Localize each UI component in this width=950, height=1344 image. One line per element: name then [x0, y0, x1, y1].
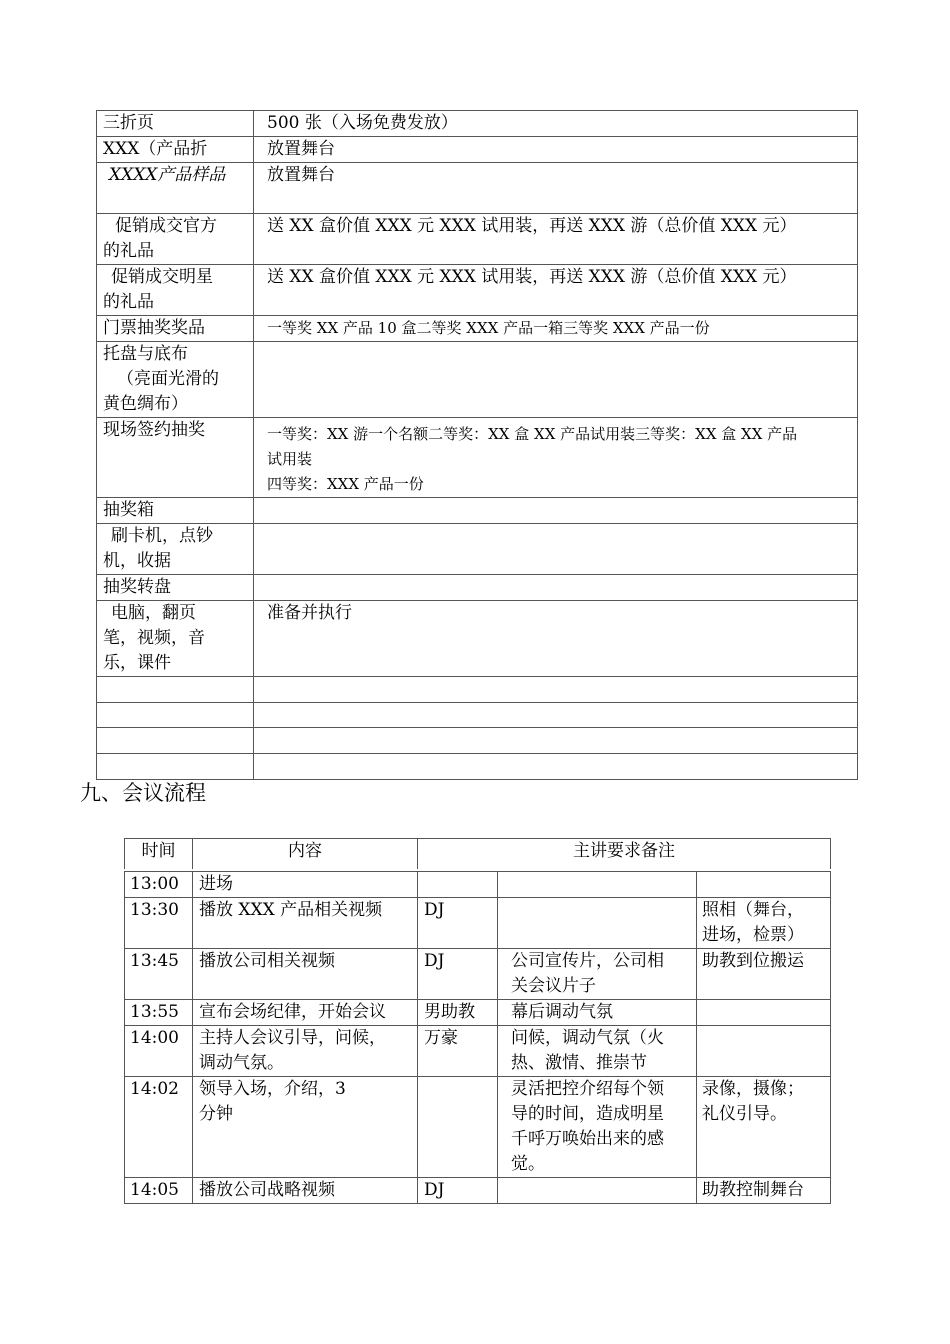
table-row	[125, 949, 831, 1000]
content-line: 主持人会议引导，问候，	[199, 1028, 386, 1048]
section-heading: 九、会议流程	[80, 781, 206, 805]
table-row	[125, 1178, 831, 1204]
table-row	[125, 1000, 831, 1026]
requirement-line: 问候，调动气氛（火	[511, 1028, 664, 1048]
requirement-line: 觉。	[511, 1154, 545, 1174]
table-row	[125, 872, 831, 898]
speaker-cell: 男助教	[418, 1000, 498, 1026]
note-line: 录像，摄像；	[702, 1079, 804, 1099]
item-line: 电脑，翻页	[111, 603, 196, 623]
note-cell	[697, 898, 831, 949]
item-cell	[97, 754, 254, 780]
speaker-cell: DJ	[418, 949, 498, 1000]
table-row	[125, 1077, 831, 1178]
speaker-cell: 万豪	[418, 1026, 498, 1077]
header-time: 时间	[125, 839, 193, 870]
note-line: 照相（舞台，	[702, 900, 804, 920]
detail-cell: 放置舞台	[254, 163, 858, 214]
detail-cell	[254, 498, 858, 524]
item-cell	[97, 677, 254, 703]
item-line: 促销成交明星	[111, 267, 213, 287]
content-line: 调动气氛。	[199, 1053, 284, 1073]
detail-cell	[254, 524, 858, 575]
detail-cell: 准备并执行	[254, 601, 858, 677]
detail-cell: 500 张（入场免费发放）	[254, 111, 858, 137]
time-cell: 14:02	[125, 1077, 193, 1178]
item-cell: 门票抽奖奖品	[97, 316, 254, 342]
requirement-line: 关会议片子	[511, 976, 596, 996]
content-line: 分钟	[199, 1104, 233, 1124]
requirement-line: 公司宣传片，公司相	[511, 951, 664, 971]
table-row	[97, 601, 858, 677]
item-cell	[97, 524, 254, 575]
detail-line: 四等奖：XXX 产品一份	[267, 475, 424, 493]
detail-cell: 一等奖 XX 产品 10 盒二等奖 XXX 产品一箱三等奖 XXX 产品一份	[254, 316, 858, 342]
speaker-cell	[418, 1077, 498, 1178]
time-cell: 14:05	[125, 1178, 193, 1204]
item-cell	[97, 728, 254, 754]
time-cell: 13:00	[125, 872, 193, 898]
item-cell: 抽奖转盘	[97, 575, 254, 601]
item-line: 黄色绸布）	[103, 394, 188, 414]
requirement-line: 导的时间，造成明星	[511, 1104, 664, 1124]
item-cell	[97, 601, 254, 677]
table-row	[97, 163, 858, 214]
content-cell: 播放公司战略视频	[193, 1178, 418, 1204]
note-line: 礼仪引导。	[702, 1104, 787, 1124]
table-row	[97, 754, 858, 780]
detail-cell	[254, 754, 858, 780]
detail-cell	[254, 575, 858, 601]
table-row	[125, 898, 831, 949]
requirement-cell	[498, 949, 697, 1000]
note-cell	[697, 872, 831, 898]
detail-cell	[254, 677, 858, 703]
content-cell: 播放公司相关视频	[193, 949, 418, 1000]
requirement-cell	[498, 1178, 697, 1204]
requirement-line: 灵活把控介绍每个领	[511, 1079, 664, 1099]
item-cell: XXX（产品折	[97, 137, 254, 163]
content-cell: 播放 XXX 产品相关视频	[193, 898, 418, 949]
detail-cell	[254, 418, 858, 498]
note-line: 进场，检票）	[702, 925, 804, 945]
table-row	[97, 703, 858, 728]
content-cell	[193, 1077, 418, 1178]
detail-line: 一等奖：XX 游一个名额二等奖：XX 盒 XX 产品试用装三等奖：XX 盒 XX 产品	[267, 425, 798, 443]
time-cell: 14:00	[125, 1026, 193, 1077]
item-cell: 三折页	[97, 111, 254, 137]
item-line: 笔，视频，音	[103, 628, 205, 648]
table-row	[97, 316, 858, 342]
requirement-cell: 幕后调动气氛	[498, 1000, 697, 1026]
item-cell	[97, 214, 254, 265]
table-row	[97, 418, 858, 498]
supplies-table	[96, 110, 858, 780]
detail-cell	[254, 342, 858, 418]
requirement-cell	[498, 872, 697, 898]
requirement-cell	[498, 898, 697, 949]
item-text: XXXX产品样品	[109, 165, 226, 185]
content-line: 领导入场，介绍，3	[199, 1079, 346, 1099]
item-line: 刷卡机，点钞	[111, 526, 213, 546]
table-row	[97, 524, 858, 575]
detail-line: 试用装	[267, 450, 313, 468]
note-cell	[697, 1077, 831, 1178]
speaker-cell: DJ	[418, 1178, 498, 1204]
meeting-flow-table	[124, 838, 831, 1204]
content-cell: 宣布会场纪律，开始会议	[193, 1000, 418, 1026]
table-row	[97, 342, 858, 418]
requirement-line: 千呼万唤始出来的感	[511, 1129, 664, 1149]
table-row	[97, 214, 858, 265]
table-row	[97, 265, 858, 316]
table-row	[97, 575, 858, 601]
item-cell	[97, 703, 254, 728]
detail-cell: 送 XX 盒价值 XXX 元 XXX 试用装，再送 XXX 游（总价值 XXX 元）	[254, 214, 858, 265]
detail-cell: 送 XX 盒价值 XXX 元 XXX 试用装，再送 XXX 游（总价值 XXX 元）	[254, 265, 858, 316]
item-line: 的礼品	[103, 292, 154, 312]
header-content: 内容	[193, 839, 418, 870]
speaker-cell	[418, 872, 498, 898]
content-cell	[193, 1026, 418, 1077]
time-cell: 13:30	[125, 898, 193, 949]
item-line: 促销成交官方	[115, 216, 217, 236]
content-cell: 进场	[193, 872, 418, 898]
item-cell	[97, 265, 254, 316]
item-cell	[97, 163, 254, 214]
requirement-line: 热、激情、推崇节	[511, 1053, 647, 1073]
item-line: 乐，课件	[103, 653, 171, 673]
table-row	[125, 1026, 831, 1077]
table-row	[97, 111, 858, 137]
table-row	[97, 498, 858, 524]
item-line: 的礼品	[103, 241, 154, 261]
note-cell: 助教到位搬运	[697, 949, 831, 1000]
time-cell: 13:55	[125, 1000, 193, 1026]
header-row	[125, 839, 831, 870]
item-line: （亮面光滑的	[117, 369, 219, 389]
detail-cell	[254, 728, 858, 754]
speaker-cell: DJ	[418, 898, 498, 949]
detail-cell: 放置舞台	[254, 137, 858, 163]
item-cell: 抽奖箱	[97, 498, 254, 524]
table-row	[97, 137, 858, 163]
note-cell	[697, 1026, 831, 1077]
requirement-cell	[498, 1026, 697, 1077]
item-line: 机，收据	[103, 551, 171, 571]
item-cell	[97, 342, 254, 418]
requirement-cell	[498, 1077, 697, 1178]
time-cell: 13:45	[125, 949, 193, 1000]
note-cell	[697, 1000, 831, 1026]
header-req-notes: 主讲要求备注	[418, 839, 831, 870]
item-cell: 现场签约抽奖	[97, 418, 254, 498]
detail-cell	[254, 703, 858, 728]
table-row	[97, 728, 858, 754]
table-row	[97, 677, 858, 703]
note-cell: 助教控制舞台	[697, 1178, 831, 1204]
item-line: 托盘与底布	[103, 344, 188, 364]
